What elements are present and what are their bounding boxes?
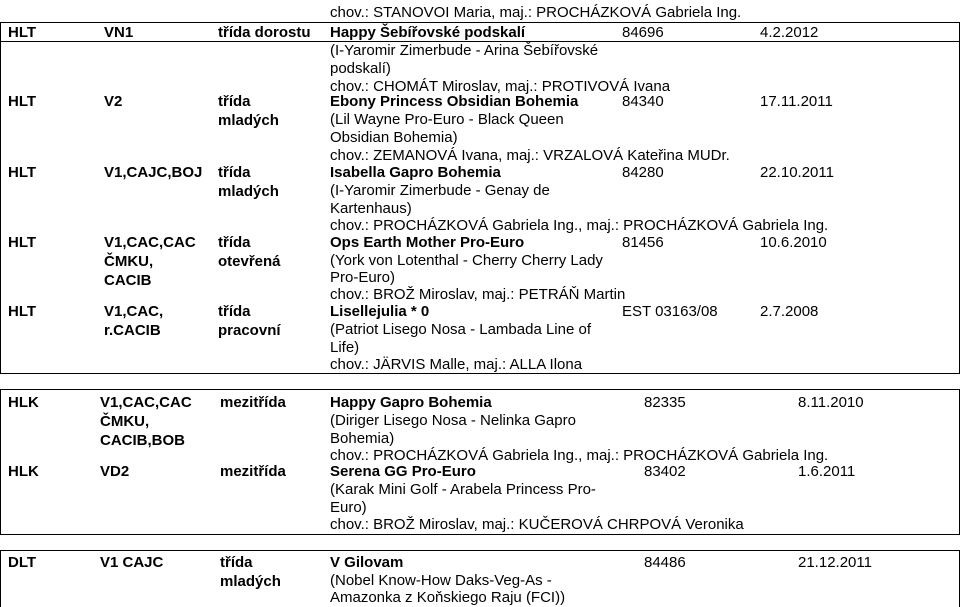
parents-line: Euro) xyxy=(330,499,367,516)
class-cell: mezitřída xyxy=(220,394,286,411)
group-code: HLK xyxy=(8,463,39,480)
award-cell: r.CACIB xyxy=(104,322,161,339)
birth-date: 22.10.2011 xyxy=(760,164,834,181)
class-cell: mezitřída xyxy=(220,463,286,480)
class-cell: mladých xyxy=(220,573,281,590)
class-cell: třída xyxy=(220,554,253,571)
parents-line: (Diriger Lisego Nosa - Nelinka Gapro xyxy=(330,412,576,429)
owner-line: chov.: STANOVOI Maria, maj.: PROCHÁZKOVÁ Gabriela Ing. xyxy=(330,4,742,21)
dog-name: Happy Šebířovské podskalí xyxy=(330,24,526,41)
row-divider xyxy=(0,534,960,535)
birth-date: 8.11.2010 xyxy=(798,394,864,411)
registration-number: 82335 xyxy=(644,394,686,411)
parents-line: Bohemia) xyxy=(330,430,395,447)
group-code: HLK xyxy=(8,394,39,411)
parents-line: (Nobel Know-How Daks-Veg-As - xyxy=(330,572,552,589)
registration-number: 84340 xyxy=(622,93,664,110)
registration-number: 84280 xyxy=(622,164,664,181)
award-cell: V1,CAC, xyxy=(104,303,164,320)
birth-date: 10.6.2010 xyxy=(760,234,827,251)
parents-line: (Lil Wayne Pro-Euro - Black Queen xyxy=(330,111,564,128)
dog-name: Lisellejulia * 0 xyxy=(330,303,430,320)
table-border xyxy=(0,550,1,607)
group-code: HLT xyxy=(8,303,37,320)
award-cell: VD2 xyxy=(100,463,130,480)
parents-line: (I-Yaromir Zimerbude - Arina Šebířovské xyxy=(330,42,599,59)
registration-number: 83402 xyxy=(644,463,686,480)
award-cell: V1,CAC,CAC xyxy=(100,394,192,411)
parents-line: Obsidian Bohemia) xyxy=(330,129,458,146)
registration-number: EST 03163/08 xyxy=(622,303,718,320)
dog-name: Isabella Gapro Bohemia xyxy=(330,164,501,181)
group-code: HLT xyxy=(8,234,37,251)
parents-line: podskalí) xyxy=(330,60,391,77)
registration-number: 84486 xyxy=(644,554,686,571)
group-code: HLT xyxy=(8,93,37,110)
class-cell: mladých xyxy=(218,112,279,129)
class-cell: otevřená xyxy=(218,253,281,270)
owner-line: chov.: BROŽ Miroslav, maj.: PETRÁŇ Martin xyxy=(330,286,626,303)
owner-line: chov.: PROCHÁZKOVÁ Gabriela Ing., maj.: PROCHÁZKOVÁ Gabriela Ing. xyxy=(330,447,829,464)
owner-line: chov.: BROŽ Miroslav, maj.: KUČEROVÁ CHRPOVÁ Veronika xyxy=(330,516,744,533)
group-code: HLT xyxy=(8,24,37,41)
registration-number: 81456 xyxy=(622,234,664,251)
parents-line: Life) xyxy=(330,339,360,356)
parents-line: Pro-Euro) xyxy=(330,269,396,286)
award-cell: CACIB,BOB xyxy=(100,432,185,449)
birth-date: 1.6.2011 xyxy=(798,463,856,480)
parents-line: Amazonka z Koňskiego Raju (FCI)) xyxy=(330,589,566,606)
birth-date: 21.12.2011 xyxy=(798,554,872,571)
award-cell: CACIB xyxy=(104,272,152,289)
award-cell: V1 CAJC xyxy=(100,554,164,571)
birth-date: 2.7.2008 xyxy=(760,303,819,320)
dog-name: Serena GG Pro-Euro xyxy=(330,463,476,480)
parents-line: (Karak Mini Golf - Arabela Princess Pro- xyxy=(330,481,596,498)
group-code: DLT xyxy=(8,554,37,571)
dog-name: Ops Earth Mother Pro-Euro xyxy=(330,234,525,251)
class-cell: mladých xyxy=(218,183,279,200)
owner-line: chov.: PROCHÁZKOVÁ Gabriela Ing., maj.: PROCHÁZKOVÁ Gabriela Ing. xyxy=(330,217,829,234)
dog-name: V Gilovam xyxy=(330,554,404,571)
row-divider xyxy=(0,550,960,551)
award-cell: ČMKU, xyxy=(100,413,150,430)
dog-name: Ebony Princess Obsidian Bohemia xyxy=(330,93,579,110)
award-cell: ČMKU, xyxy=(104,253,154,270)
dog-name: Happy Gapro Bohemia xyxy=(330,394,492,411)
class-cell: třída xyxy=(218,303,251,320)
award-cell: V1,CAC,CAC xyxy=(104,234,196,251)
award-cell: V1,CAJC,BOJ xyxy=(104,164,203,181)
parents-line: (Patriot Lisego Nosa - Lambada Line of xyxy=(330,321,591,338)
row-divider xyxy=(0,389,960,390)
class-cell: třída xyxy=(218,164,251,181)
owner-line: chov.: CHOMÁT Miroslav, maj.: PROTIVOVÁ Ivana xyxy=(330,78,671,95)
class-cell: pracovní xyxy=(218,322,281,339)
owner-line: chov.: ZEMANOVÁ Ivana, maj.: VRZALOVÁ Kateřina MUDr. xyxy=(330,147,730,164)
group-code: HLT xyxy=(8,164,37,181)
table-border xyxy=(0,389,1,534)
birth-date: 17.11.2011 xyxy=(760,93,833,110)
owner-line: chov.: JÄRVIS Malle, maj.: ALLA Ilona xyxy=(330,356,583,373)
registration-number: 84696 xyxy=(622,24,664,41)
birth-date: 4.2.2012 xyxy=(760,24,819,41)
class-cell: třída dorostu xyxy=(218,24,311,41)
parents-line: (I-Yaromir Zimerbude - Genay de xyxy=(330,182,550,199)
class-cell: třída xyxy=(218,93,251,110)
class-cell: třída xyxy=(218,234,251,251)
row-divider xyxy=(0,41,960,42)
row-divider xyxy=(0,373,960,374)
parents-line: (York von Lotenthal - Cherry Cherry Lady xyxy=(330,252,603,269)
parents-line: Kartenhaus) xyxy=(330,200,412,217)
award-cell: V2 xyxy=(104,93,123,110)
table-border xyxy=(0,22,1,373)
award-cell: VN1 xyxy=(104,24,134,41)
